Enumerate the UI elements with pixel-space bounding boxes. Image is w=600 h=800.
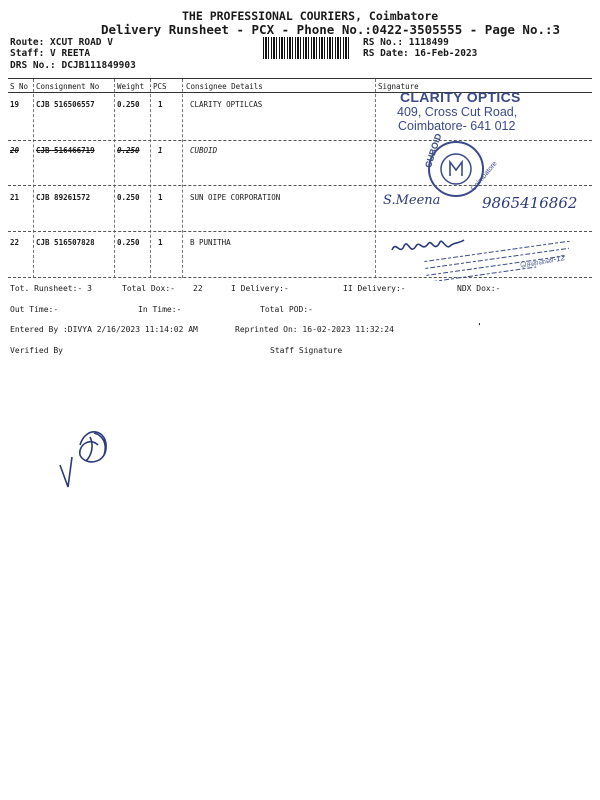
- stray-mark: ': [477, 322, 482, 331]
- row-divider: [8, 140, 592, 141]
- row-20-weight: 0.250: [117, 146, 140, 155]
- rs-date: RS Date: 16-Feb-2023: [363, 48, 478, 59]
- clarity-stamp-name: CLARITY OPTICS: [400, 89, 521, 105]
- total-dox-label: Total Dox:-: [122, 284, 175, 293]
- ndx-dox-label: NDX Dox:-: [457, 284, 501, 293]
- col-pcs: PCS: [153, 82, 167, 91]
- row-21-pcs: 1: [158, 193, 163, 202]
- drs-number: DRS No.: DCJB111849903: [10, 60, 136, 71]
- row-20-pcs: 1: [158, 146, 163, 155]
- punitha-stamp-line: சென்னை-12: [519, 253, 566, 270]
- row-22-weight: 0.250: [117, 238, 140, 247]
- in-time-label: In Time:-: [138, 305, 182, 314]
- cuboid-stamp-name: CUBOID: [423, 132, 444, 170]
- row-21-weight: 0.250: [117, 193, 140, 202]
- column-divider: [33, 79, 34, 278]
- row-22-consignment: CJB 516507828: [36, 238, 95, 247]
- col-signature: Signature: [378, 82, 419, 91]
- row-19-weight: 0.250: [117, 100, 140, 109]
- staff-label: Staff: V REETA: [10, 48, 91, 59]
- total-dox-value: 22: [193, 284, 203, 293]
- row-22-pcs: 1: [158, 238, 163, 247]
- reprinted-on: Reprinted On: 16-02-2023 11:32:24: [235, 325, 394, 334]
- column-divider: [182, 79, 183, 278]
- row-19-consignment: CJB 516506557: [36, 100, 95, 109]
- sun-receiver-phone: 9865416862: [482, 194, 578, 212]
- column-divider: [150, 79, 151, 278]
- company-title: THE PROFESSIONAL COURIERS, Coimbatore: [182, 9, 439, 23]
- col-sno: S No: [10, 82, 29, 91]
- row-divider: [8, 185, 592, 186]
- entered-by: Entered By :DIVYA 2/16/2023 11:14:02 AM: [10, 325, 198, 334]
- row-20-consignee: CUBOID: [190, 146, 218, 155]
- out-time-label: Out Time:-: [10, 305, 59, 314]
- sun-receiver-signature: S.Meena: [383, 193, 441, 208]
- first-delivery-label: I Delivery:-: [231, 284, 289, 293]
- row-22-consignee: B PUNITHA: [190, 238, 231, 247]
- clarity-stamp-address-line1: 409, Cross Cut Road,: [397, 105, 518, 119]
- col-weight: Weight: [117, 82, 145, 91]
- row-20-consignment: CJB 516466719: [36, 146, 95, 155]
- rs-number: RS No.: 1118499: [363, 37, 449, 48]
- row-21-consignee: SUN OIPE CORPORATION: [190, 193, 281, 202]
- cuboid-stamp-city: Coimbatore: [470, 160, 499, 193]
- verifier-signature-icon: [50, 415, 120, 495]
- second-delivery-label: II Delivery:-: [343, 284, 406, 293]
- row-19-sno: 19: [10, 100, 20, 109]
- route-label: Route: XCUT ROAD V: [10, 37, 113, 48]
- row-divider: [8, 231, 592, 232]
- staff-signature-label: Staff Signature: [270, 346, 343, 355]
- barcode-image: [263, 37, 351, 59]
- clarity-stamp-address-line2: Coimbatore- 641 012: [398, 119, 516, 133]
- row-19-consignee: CLARITY OPTILCAS: [190, 100, 263, 109]
- row-19-pcs: 1: [158, 100, 163, 109]
- column-divider: [114, 79, 115, 278]
- runsheet-title: Delivery Runsheet - PCX - Phone No.:0422-3505555 - Page No.:3: [101, 22, 561, 37]
- col-consignment: Consignment No: [36, 82, 100, 91]
- row-20-sno: 20: [10, 146, 20, 155]
- col-consignee: Consignee Details: [186, 82, 263, 91]
- total-runsheet: Tot. Runsheet:- 3: [10, 284, 92, 293]
- row-21-consignment: CJB 89261572: [36, 193, 91, 202]
- verified-by-label: Verified By: [10, 346, 63, 355]
- row-22-sno: 22: [10, 238, 20, 247]
- total-pod-label: Total POD:-: [260, 305, 313, 314]
- column-divider: [375, 79, 376, 278]
- row-21-sno: 21: [10, 193, 20, 202]
- table-top-rule: [8, 78, 592, 79]
